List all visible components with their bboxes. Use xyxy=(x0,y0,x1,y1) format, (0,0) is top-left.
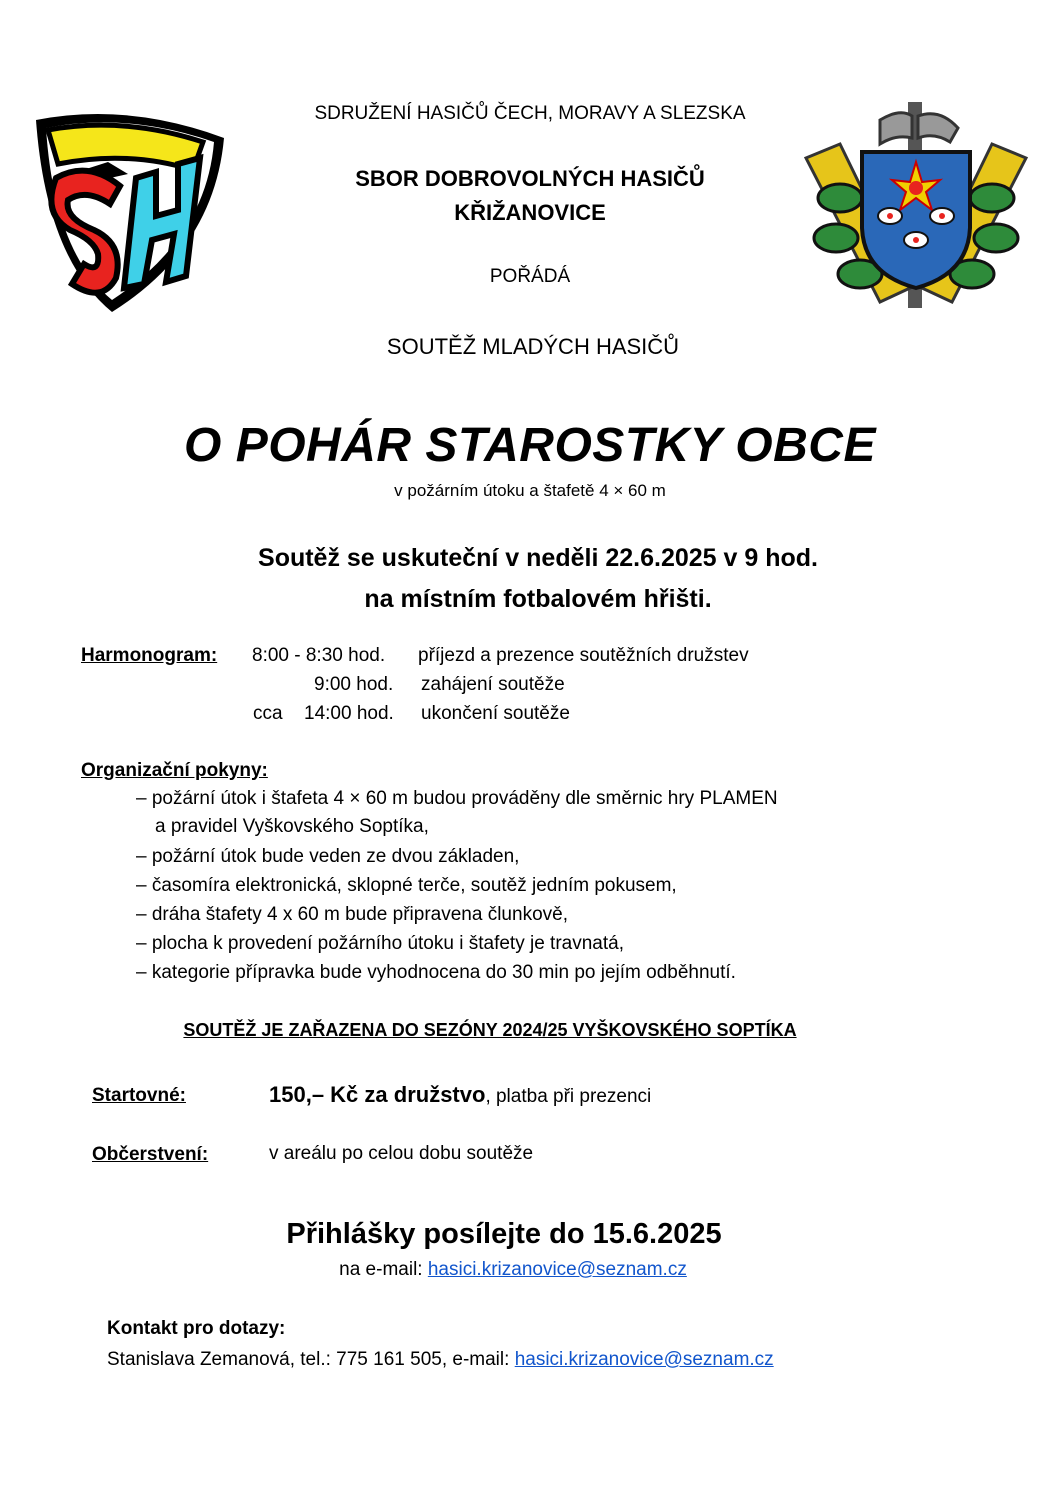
season-note: SOUTĚŽ JE ZAŘAZENA DO SEZÓNY 2024/25 VYŠKOVSKÉHO SOPTÍKA xyxy=(183,1020,797,1040)
prihlasky-prefix: na e-mail: xyxy=(339,1259,428,1280)
startovne-value xyxy=(269,1082,651,1108)
prihlasky-title: Přihlášky posílejte do 15.6.2025 xyxy=(286,1218,722,1250)
event-date: Soutěž se uskuteční v neděli 22.6.2025 v 9 hod. xyxy=(258,544,818,572)
harmonogram-prefix: cca xyxy=(253,703,283,724)
kontakt-label: Kontakt pro dotazy: xyxy=(107,1318,286,1339)
pokyny-item: – dráha štafety 4 x 60 m bude připravena člunkově, xyxy=(136,904,568,925)
pokyny-item: a pravidel Vyškovského Soptíka, xyxy=(155,816,429,837)
kontakt-text: Stanislava Zemanová, tel.: 775 161 505, e-mail: xyxy=(107,1349,515,1370)
startovne-note: , platba při prezenci xyxy=(485,1086,652,1107)
event-place: na místním fotbalovém hřišti. xyxy=(364,585,712,613)
harmonogram-desc: zahájení soutěže xyxy=(421,674,565,695)
startovne-amount: 150,– Kč za družstvo xyxy=(269,1082,486,1107)
page-title: O POHÁR STAROSTKY OBCE xyxy=(184,419,876,472)
obcerstveni-label: Občerstvení: xyxy=(92,1144,209,1165)
kontakt-line xyxy=(107,1349,774,1371)
porada-text: POŘÁDÁ xyxy=(489,266,571,287)
sbor-name: SBOR DOBROVOLNÝCH HASIČŮ xyxy=(355,166,705,191)
pokyny-item: – plocha k provedení požárního útoku i štafety je travnatá, xyxy=(136,933,624,954)
startovne-label: Startovné: xyxy=(92,1085,186,1106)
kontakt-email-link[interactable]: hasici.krizanovice@seznam.cz xyxy=(514,1349,774,1370)
organization-name: SDRUŽENÍ HASIČŮ ČECH, MORAVY A SLEZSKA xyxy=(314,103,746,124)
harmonogram-label: Harmonogram: xyxy=(81,645,218,666)
pokyny-item: – požární útok bude veden ze dvou základen, xyxy=(136,846,520,867)
pokyny-item: – kategorie přípravka bude vyhodnocena do 30 min po jejím odběhnutí. xyxy=(136,962,736,983)
sbor-village: KŘIŽANOVICE xyxy=(454,200,606,225)
soutez-type: SOUTĚŽ MLADÝCH HASIČŮ xyxy=(386,334,680,359)
harmonogram-desc: ukončení soutěže xyxy=(421,703,570,724)
harmonogram-time: 14:00 hod. xyxy=(304,703,394,724)
pokyny-label: Organizační pokyny: xyxy=(81,760,268,781)
prihlasky-email-link[interactable]: hasici.krizanovice@seznam.cz xyxy=(427,1259,687,1280)
harmonogram-time: 8:00 - 8:30 hod. xyxy=(252,645,386,666)
harmonogram-desc: příjezd a prezence soutěžních družstev xyxy=(418,645,749,666)
harmonogram-time: 9:00 hod. xyxy=(314,674,394,695)
pokyny-item: – požární útok i štafeta 4 × 60 m budou prováděny dle směrnic hry PLAMEN xyxy=(136,788,778,809)
obcerstveni-value: v areálu po celou dobu soutěže xyxy=(269,1143,534,1164)
pokyny-item: – časomíra elektronická, sklopné terče, soutěž jedním pokusem, xyxy=(136,875,677,896)
prihlasky-line xyxy=(0,1259,1026,1281)
page-subtitle: v požárním útoku a štafetě 4 × 60 m xyxy=(394,481,666,500)
